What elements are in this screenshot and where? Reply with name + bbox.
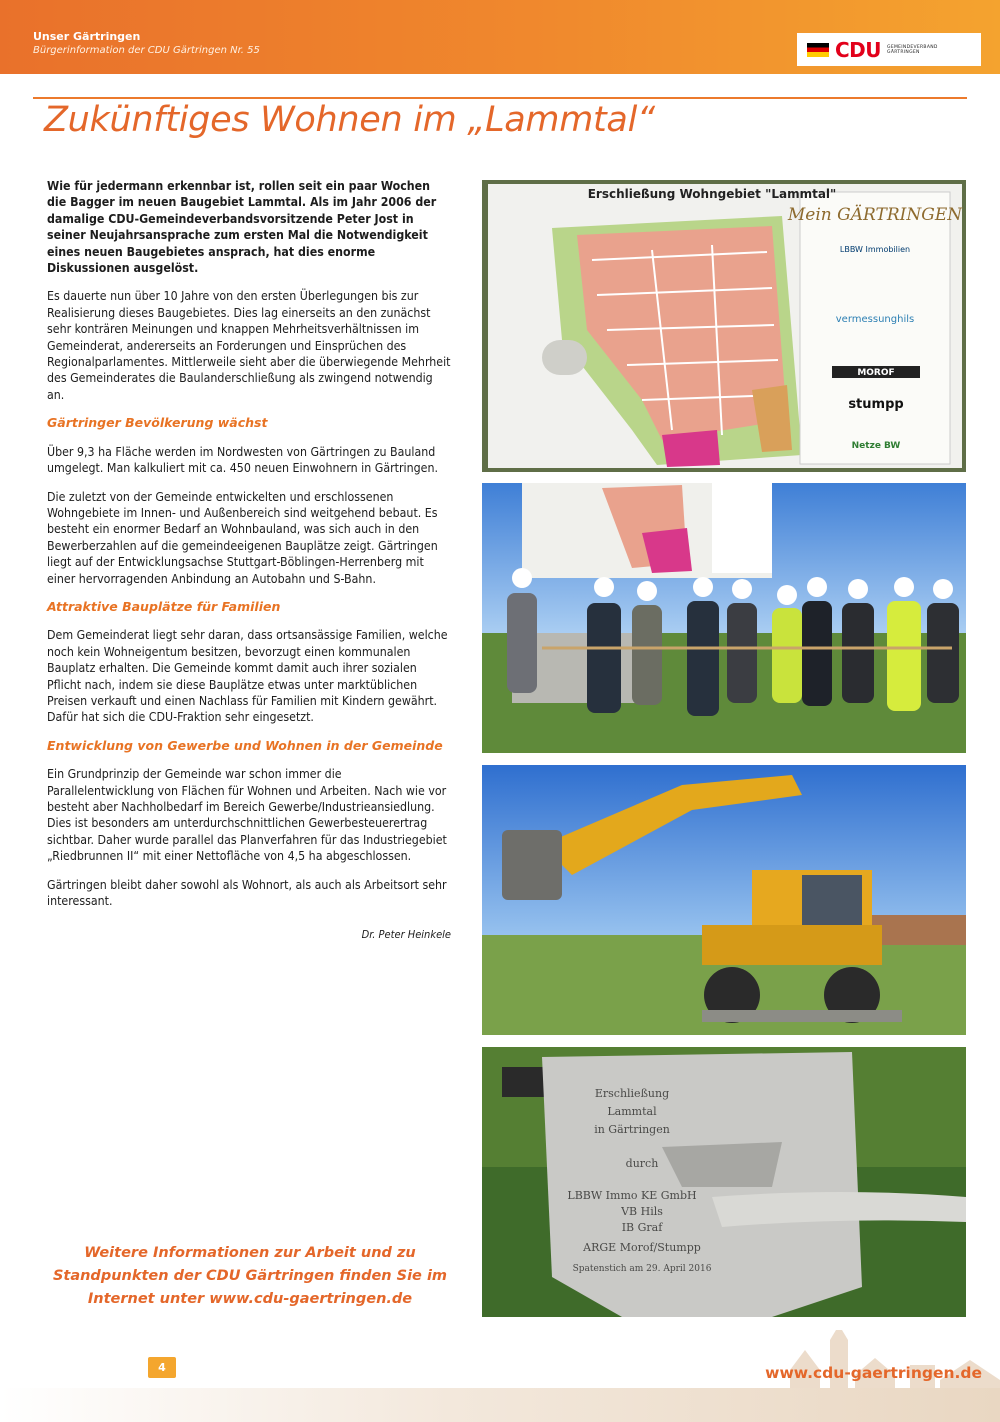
- page-number: 4: [148, 1357, 176, 1378]
- cdu-logo: [797, 33, 981, 66]
- photo-groundbreaking-group: [482, 483, 966, 753]
- logo-subtext: GEMEINDEVERBAND GÄRTRINGEN: [887, 44, 938, 55]
- logo-text: CDU: [835, 37, 882, 62]
- article-title: Zukünftiges Wohnen im „Lammtal“: [44, 100, 655, 140]
- article-paragraph: Es dauerte nun über 10 Jahre von den ersten Überlegungen bis zur Realisierung dieses Baugebietes. Dies lag einerseits an den zunächst sehr konträren Meinungen und knappen Mehrheitsverhältnissen im Gemeinderat, andererseits an Forderungen und Einsprüchen des Regionalparlamentes. Mittlerweile sieht aber die überwiegende Mehrheit des Gemeinderates die Baulanderschließung als zwingend notwendig an.: [47, 289, 451, 402]
- footer-band: [0, 1388, 1000, 1422]
- spade-engraving: VB Hils: [621, 1205, 663, 1218]
- spade-engraving: LBBW Immo KE GmbH: [567, 1189, 697, 1202]
- spade-engraving: durch: [625, 1157, 659, 1170]
- article-paragraph: Über 9,3 ha Fläche werden im Nordwesten von Gärtringen zu Bauland umgelegt. Man kalkuliert mit ca. 450 neuen Einwohnern in Gärtringen.: [47, 444, 438, 476]
- sponsor-label: Netze BW: [851, 441, 901, 451]
- photo-excavator: [482, 765, 966, 1035]
- article-lead: Wie für jedermann erkennbar ist, rollen seit ein paar Wochen die Bagger im neuen Baugebiet Lammtal. Als im Jahr 2006 der damalige CDU-Gemeindeverbandsvorsitzende Peter Jost in seiner Neujahrsansprache zum ersten Mal die Notwendigkeit eines neuen Baugebietes ansprach, hat dies enorme Diskussionen ausgelöst.: [47, 179, 437, 276]
- article-paragraph: Ein Grundprinzip der Gemeinde war schon immer die Parallelentwicklung von Flächen für Wohnen und Arbeiten. Nach wie vor besteht aber Nachholbedarf im Bereich Gewerbe/Industrieansiedlung. Dies ist besonders am unterdurchschnittlichen Gewerbesteuerertrag sichtbar. Daher wurde parallel das Planverfahren für das Industriegebiet „Riedbrunnen II“ mit einer Nettofläche von 4,5 ha abgeschlossen.: [47, 767, 447, 864]
- title-rule: [33, 97, 967, 99]
- spade-engraving: Spatenstich am 29. April 2016: [572, 1264, 712, 1274]
- photo-spade: [482, 1047, 966, 1317]
- sponsor-label: vermessunghils: [835, 314, 915, 325]
- section-heading: Gärtringer Bevölkerung wächst: [47, 415, 268, 431]
- footer-url[interactable]: www.cdu-gaertringen.de: [765, 1364, 982, 1382]
- spade-engraving: ARGE Morof/Stumpp: [583, 1241, 701, 1254]
- header-title: Unser Gärtringen: [33, 30, 141, 43]
- sponsor-label: stumpp: [848, 397, 904, 412]
- section-heading: Attraktive Bauplätze für Familien: [47, 598, 281, 614]
- spade-engraving: Lammtal: [607, 1105, 657, 1118]
- promo-text: Weitere Informationen zur Arbeit und zu Standpunkten der CDU Gärtringen finden Sie im Internet unter www.cdu-gaertringen.de: [52, 1245, 448, 1307]
- header-subtitle: Bürgerinformation der CDU Gärtringen Nr. 55: [33, 45, 260, 56]
- article-author: Dr. Peter Heinkele: [361, 928, 451, 942]
- article-body: [47, 178, 451, 956]
- flag-icon: [807, 43, 829, 57]
- spade-engraving: IB Graf: [621, 1221, 663, 1234]
- photo-plan-sign: [482, 180, 966, 472]
- spade-engraving: in Gärtringen: [594, 1123, 670, 1136]
- section-heading: Entwicklung von Gewerbe und Wohnen in der Gemeinde: [47, 737, 443, 753]
- sign-title: Erschließung Wohngebiet "Lammtal": [587, 187, 837, 201]
- article-paragraph: Dem Gemeinderat liegt sehr daran, dass ortsansässige Familien, welche noch kein Wohneigentum besitzen, bevorzugt einen kommunalen Bauplatz erhalten. Die Gemeinde kommt damit auch ihrer sozialen Pflicht nach, indem sie diese Bauplätze etwas unter marktüblichen Preisen verkauft und einen Nachlass für Familien mit Kindern gewährt. Dafür hat sich die CDU-Fraktion sehr eingesetzt.: [47, 628, 448, 725]
- sponsor-label: MOROF: [857, 368, 895, 378]
- sign-brand: Mein GÄRTRINGEN: [787, 205, 963, 225]
- sponsor-label: LBBW Immobilien: [839, 245, 911, 254]
- spade-engraving: Erschließung: [594, 1087, 670, 1100]
- article-paragraph: Die zuletzt von der Gemeinde entwickelten und erschlossenen Wohngebiete im Innen- und Außenbereich sind weitgehend bebaut. Es besteht ein enormer Bedarf an Wohnbauland, was sich auch in den Bewerberzahlen auf die gemeindeeigenen Bauplätze zeigt. Gärtringen liegt auf der Entwicklungsachse Stuttgart-Böblingen-Herrenberg mit einer hervorragenden Anbindung an Autobahn und S-Bahn.: [47, 489, 438, 586]
- article-paragraph: Gärtringen bleibt daher sowohl als Wohnort, als auch als Arbeitsort sehr interessant.: [47, 877, 447, 909]
